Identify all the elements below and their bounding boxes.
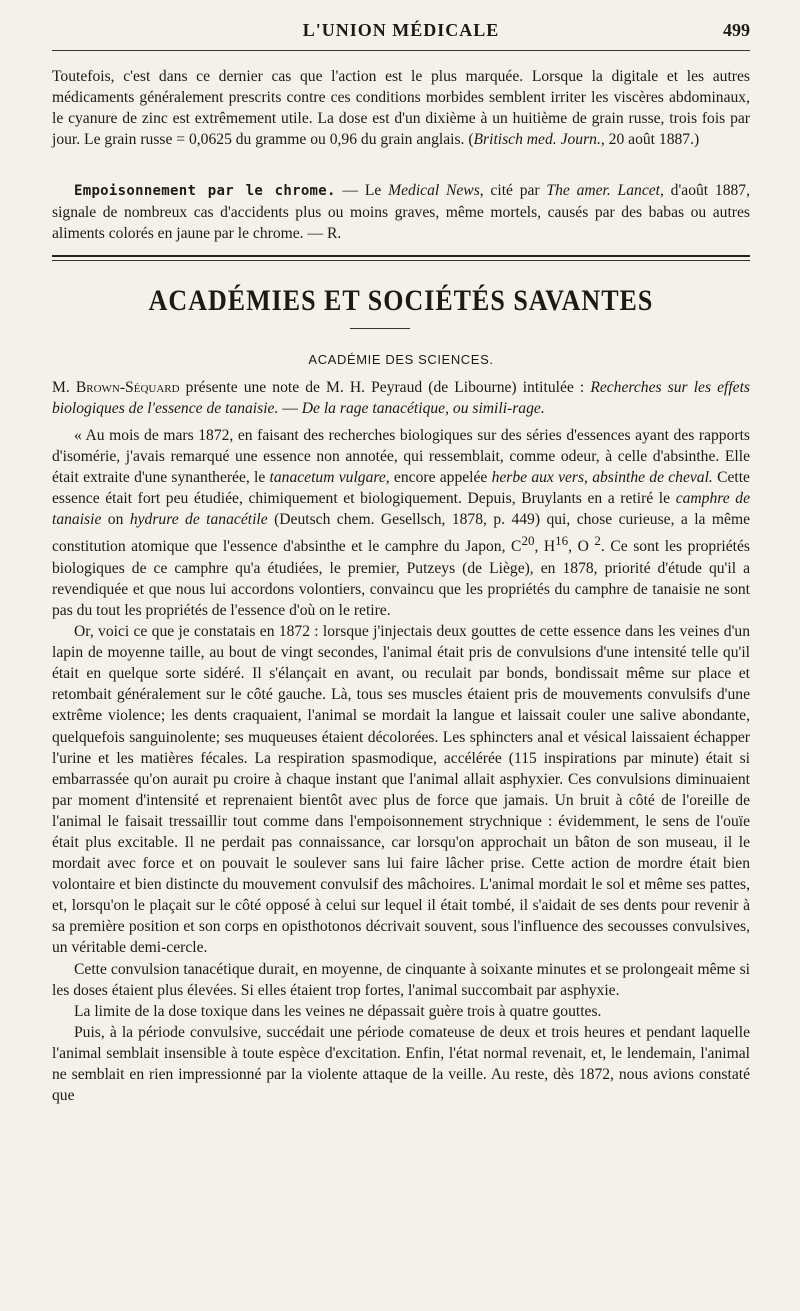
p1-text-f: , H (534, 538, 556, 556)
body-paragraph-5: Puis, à la période convulsive, succédait une période comateuse de deux et trois heures et pendant laquelle l'animal semblait insensible à toute espèce d'excitation. Enfin, l'état normal revenait, et, le lendemain, l'animal ne semblait en rien impressionné par la violente attaque de la veille. Au reste, dès 1872, nous avions constaté que (52, 1023, 750, 1105)
communication-title-1: Recherches sur les effets biologiques de l'essence de tanaisie. (52, 379, 751, 418)
subsection-title: ACADÉMIE DES SCIENCES. (308, 352, 494, 367)
intro-text: Toutefois, c'est dans ce dernier cas que l'action est le plus marquée. Lorsque la digitale et les autres médicaments généralement prescrits contre ces conditions morbides semblent irriter les viscères abdominaux, le cyanure de zinc est extrêmement utile. La dose est d'un dixième à un huitième de grain russe, trois fois par jour. Le grain russe = 0,0625 du gramme ou 0,96 du grain anglais. ( (52, 68, 750, 149)
p1-text-g: , O (568, 538, 595, 556)
p1-text-b: , encore appelée (385, 469, 492, 487)
formula-sup-h: 16 (555, 533, 569, 549)
page-number: 499 (723, 20, 750, 40)
p1-text-a: « Au mois de mars 1872, en faisant des recherches biologiques sur des séries d'essences ayant des rapports d'isomérie, j'avais remarqué une essence non annotée, qui ressemblait, comme odeur, à celle d'absinthe. Elle était extraite d'une synantherée, le (52, 427, 750, 487)
p1-italic-1: tanacetum vulgare (269, 469, 386, 487)
p1-italic-4: hydrure de tanacétile (129, 511, 268, 529)
intro-end: , 20 août 1887.) (600, 131, 700, 149)
communication-title-2: De la rage tanacétique, ou simili-rage. (301, 400, 545, 418)
chrome-note (52, 180, 750, 244)
p1-text-c: Cette essence était fort peu étudiée, chimiquement et biologiquement. Depuis, Bruylants en a retiré le (52, 469, 750, 508)
intro-paragraph-block (52, 66, 750, 150)
communication-author: Brown-Séquard (75, 379, 180, 396)
intro-citation: Britisch med. Journ. (473, 131, 601, 149)
communication-initial: M. (52, 379, 76, 396)
p1-text-e: (Deutsch chem. Gesellsch, 1878, p. 449) qui, chose curieuse, a la même constitution atomique que l'essence d'absinthe et le camphre du Japon, C (52, 511, 750, 556)
body-paragraph-2: Or, voici ce que je constatais en 1872 : lorsque j'injectais deux gouttes de cette essence dans les veines d'un lapin de moyenne taille, au bout de vingt secondes, l'animal était pris de convulsions d'une intensité telle qu'il était en quelque sorte sidéré. Il s'élançait en avant, ou reculait par bonds, bondissait même sur place et retombait généralement sur le côté gauche. Là, tous ses muscles étaient pris de mouvements convulsifs d'une extrême violence; les dents craquaient, l'animal se mordait la langue et laissait couler une salive abondante, quelquefois sanguinolente; ses muqueuses étaient décolorées. Les sphincters anal et vésical laissaient échapper l'urine et les matières fécales. La respiration spasmodique, accélérée (115 inspirations par minute) était si embarrassée qu'on aurait pu croire à chaque instant que l'animal allait asphyxier. Ces convulsions diminuaient par moment d'intensité et reprenaient bientôt avec plus de force que jamais. Un bruit à côté de l'oreille de l'animal le faisait tressaillir tout comme dans l'empoisonnement strychnique : évidemment, le sens de l'ouïe était plus excitable. Il ne perdait pas connaissance, car lorsqu'on approchait un bâton de son museau, il le mordait avec force et on pouvait le soulever sans lui faire lâcher prise. Cette action de mordre était bien volontaire et bien distincte du mouvement convulsif des mâchoires. L'animal mordait le sol et même ses pattes, et, lorsqu'on le plaçait sur le côté opposé à celui sur lequel il était tombé, il s'aidait de ses dents pour revenir à sa première position et son corps en opisthotonos décrivait souvent, sous l'influence des secousses convulsives, un véritable demi-cercle. (52, 623, 750, 957)
communication-block (52, 377, 750, 419)
section-title-underline (350, 328, 410, 329)
chrome-note-text-2: , cité par (479, 182, 547, 199)
intro-paragraph (52, 66, 750, 150)
running-title: L'UNION MÉDICALE (302, 20, 500, 40)
communication-text-2: — (278, 400, 302, 418)
page-header (52, 14, 750, 48)
chrome-note-block (52, 180, 750, 244)
formula-sup-o: 2 (594, 533, 601, 549)
formula-sup-c: 20 (521, 533, 535, 549)
p1-text-d: on (101, 511, 130, 529)
chrome-note-source-1: Medical News (388, 182, 480, 199)
section-rule-thin (52, 260, 750, 261)
p1-italic-3: camphre de tanaisie (52, 490, 750, 529)
p1-text-h: . Ce sont les propriétés biologiques de ce camphre qu'a étudiées, le premier, Putzeys (de Liège), en 1878, priorité d'étude qu'il a revendiquée et que nous lui accordons volontiers, convaincu que les propriétés du camphre de tanaisie ne sont pas du tout les propriétés de l'essence d'où on le retire. (52, 538, 750, 619)
chrome-note-source-2: The amer. Lancet (546, 182, 660, 199)
p1-italic-2: herbe aux vers, absinthe de cheval. (491, 469, 713, 487)
body-paragraph-4: La limite de la dose toxique dans les veines ne dépassait guère trois à quatre gouttes. (74, 1002, 602, 1020)
chrome-note-text-1: — Le (335, 182, 389, 199)
header-rule (52, 50, 750, 51)
chrome-note-heading: Empoisonnement par le chrome. (74, 183, 336, 199)
article-body (52, 425, 750, 1106)
body-paragraph-1 (52, 425, 750, 621)
body-paragraph-3: Cette convulsion tanacétique durait, en moyenne, de cinquante à soixante minutes et se prolongeait même si les doses étaient plus élevées. Si elles étaient trop fortes, l'animal succombait par asphyxie. (52, 960, 750, 999)
section-rule-thick (52, 255, 750, 257)
communication-intro (52, 377, 750, 419)
section-title: ACADÉMIES ET SOCIÉTÉS SAVANTES (148, 283, 654, 318)
communication-text-1: présente une note de M. H. Peyraud (de Libourne) intitulée : (179, 379, 591, 396)
chrome-note-text-3: , d'août 1887, signale de nombreux cas d'accidents plus ou moins graves, même mortels, causés par des babas ou autres aliments colorés en jaune par le chrome. — R. (52, 182, 750, 243)
